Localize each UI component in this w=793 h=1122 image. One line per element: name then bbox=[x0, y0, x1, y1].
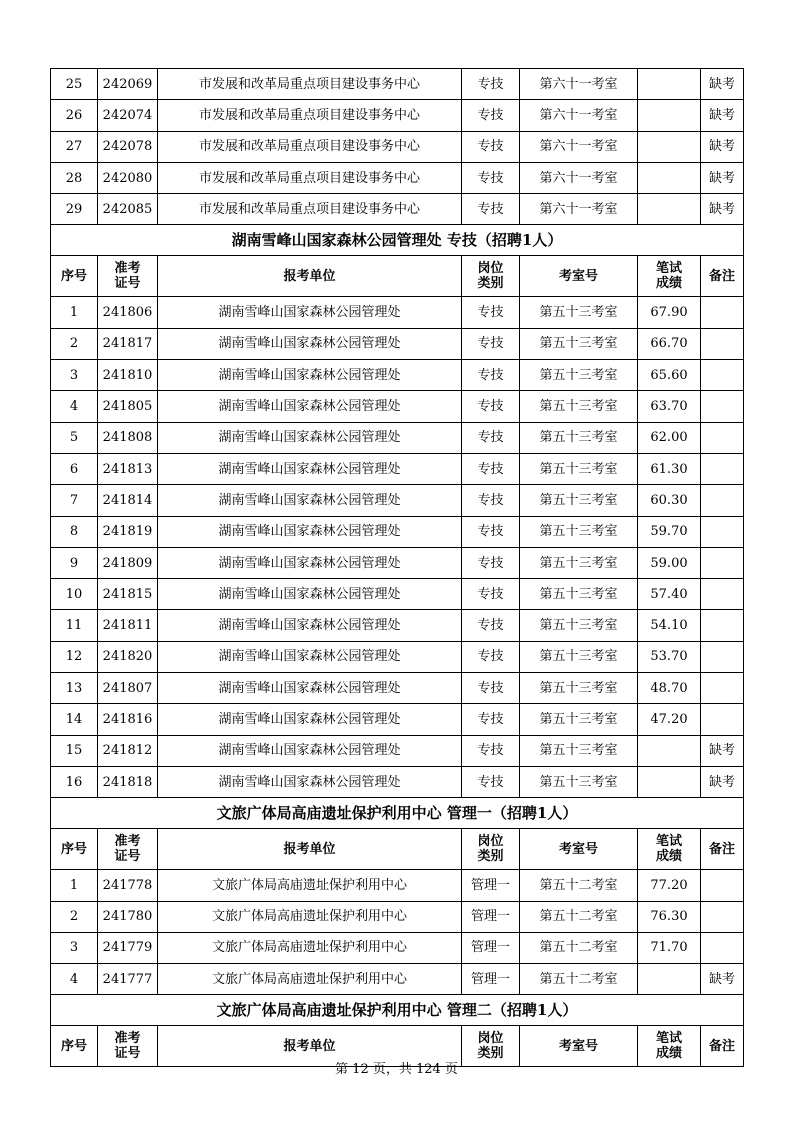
header-ticket: 准考 证号 bbox=[98, 256, 158, 297]
table-row bbox=[51, 100, 744, 131]
cell-score bbox=[638, 735, 701, 766]
table-row bbox=[51, 453, 744, 484]
cell-no: 16 bbox=[51, 766, 98, 797]
cell-no: 12 bbox=[51, 641, 98, 672]
cell-note: 缺考 bbox=[701, 766, 744, 797]
cell-score bbox=[638, 964, 701, 995]
cell-score: 77.20 bbox=[638, 870, 701, 901]
cell-ticket: 241808 bbox=[98, 422, 158, 453]
cell-post: 管理一 bbox=[462, 901, 520, 932]
cell-note bbox=[701, 673, 744, 704]
cell-ticket: 241812 bbox=[98, 735, 158, 766]
table-row bbox=[51, 579, 744, 610]
cell-post: 专技 bbox=[462, 704, 520, 735]
cell-post: 专技 bbox=[462, 328, 520, 359]
cell-room: 第六十一考室 bbox=[520, 194, 638, 225]
cell-score: 67.90 bbox=[638, 297, 701, 328]
cell-note bbox=[701, 422, 744, 453]
cell-room: 第五十三考室 bbox=[520, 516, 638, 547]
header-score: 笔试 成绩 bbox=[638, 829, 701, 870]
cell-score: 76.30 bbox=[638, 901, 701, 932]
cell-note bbox=[701, 297, 744, 328]
cell-post: 专技 bbox=[462, 131, 520, 162]
cell-ticket: 241816 bbox=[98, 704, 158, 735]
cell-score: 71.70 bbox=[638, 932, 701, 963]
cell-post: 专技 bbox=[462, 673, 520, 704]
cell-room: 第五十二考室 bbox=[520, 932, 638, 963]
cell-ticket: 241779 bbox=[98, 932, 158, 963]
cell-no: 7 bbox=[51, 485, 98, 516]
cell-ticket: 241818 bbox=[98, 766, 158, 797]
cell-post: 专技 bbox=[462, 547, 520, 578]
cell-ticket: 242078 bbox=[98, 131, 158, 162]
cell-note: 缺考 bbox=[701, 100, 744, 131]
cell-no: 11 bbox=[51, 610, 98, 641]
cell-score: 62.00 bbox=[638, 422, 701, 453]
cell-ticket: 242074 bbox=[98, 100, 158, 131]
cell-score: 54.10 bbox=[638, 610, 701, 641]
cell-score: 66.70 bbox=[638, 328, 701, 359]
cell-unit: 湖南雪峰山国家森林公园管理处 bbox=[158, 328, 462, 359]
cell-unit: 湖南雪峰山国家森林公园管理处 bbox=[158, 360, 462, 391]
cell-room: 第五十三考室 bbox=[520, 485, 638, 516]
header-room: 考室号 bbox=[520, 1026, 638, 1067]
header-room: 考室号 bbox=[520, 256, 638, 297]
header-note: 备注 bbox=[701, 1026, 744, 1067]
cell-score bbox=[638, 194, 701, 225]
cell-unit: 湖南雪峰山国家森林公园管理处 bbox=[158, 297, 462, 328]
table-row bbox=[51, 673, 744, 704]
cell-post: 专技 bbox=[462, 485, 520, 516]
cell-post: 专技 bbox=[462, 391, 520, 422]
cell-ticket: 242069 bbox=[98, 69, 158, 100]
header-score: 笔试 成绩 bbox=[638, 256, 701, 297]
page-footer: 第 12 页，共 124 页 bbox=[335, 1062, 458, 1077]
table-row bbox=[51, 641, 744, 672]
cell-room: 第六十一考室 bbox=[520, 69, 638, 100]
cell-no: 3 bbox=[51, 360, 98, 391]
table-row bbox=[51, 516, 744, 547]
cell-note: 缺考 bbox=[701, 194, 744, 225]
cell-score bbox=[638, 766, 701, 797]
cell-ticket: 241809 bbox=[98, 547, 158, 578]
cell-no: 4 bbox=[51, 391, 98, 422]
cell-room: 第五十三考室 bbox=[520, 673, 638, 704]
cell-note: 缺考 bbox=[701, 964, 744, 995]
table-row bbox=[51, 735, 744, 766]
cell-post: 专技 bbox=[462, 453, 520, 484]
cell-unit: 湖南雪峰山国家森林公园管理处 bbox=[158, 735, 462, 766]
cell-unit: 市发展和改革局重点项目建设事务中心 bbox=[158, 69, 462, 100]
cell-note bbox=[701, 610, 744, 641]
cell-ticket: 242085 bbox=[98, 194, 158, 225]
table-row bbox=[51, 391, 744, 422]
cell-no: 1 bbox=[51, 870, 98, 901]
cell-note bbox=[701, 932, 744, 963]
table-row bbox=[51, 870, 744, 901]
header-post: 岗位 类别 bbox=[462, 1026, 520, 1067]
cell-unit: 文旅广体局高庙遗址保护利用中心 bbox=[158, 932, 462, 963]
section-title: 文旅广体局高庙遗址保护利用中心 管理二（招聘1人） bbox=[51, 995, 744, 1026]
cell-room: 第五十二考室 bbox=[520, 870, 638, 901]
cell-ticket: 241810 bbox=[98, 360, 158, 391]
cell-room: 第五十三考室 bbox=[520, 610, 638, 641]
cell-note bbox=[701, 641, 744, 672]
cell-score: 48.70 bbox=[638, 673, 701, 704]
cell-room: 第六十一考室 bbox=[520, 162, 638, 193]
cell-no: 3 bbox=[51, 932, 98, 963]
cell-post: 专技 bbox=[462, 735, 520, 766]
cell-ticket: 241807 bbox=[98, 673, 158, 704]
table-row bbox=[51, 162, 744, 193]
cell-unit: 湖南雪峰山国家森林公园管理处 bbox=[158, 453, 462, 484]
cell-room: 第五十三考室 bbox=[520, 641, 638, 672]
cell-room: 第五十三考室 bbox=[520, 579, 638, 610]
cell-score bbox=[638, 162, 701, 193]
cell-room: 第六十一考室 bbox=[520, 100, 638, 131]
cell-unit: 湖南雪峰山国家森林公园管理处 bbox=[158, 547, 462, 578]
cell-note bbox=[701, 485, 744, 516]
cell-unit: 湖南雪峰山国家森林公园管理处 bbox=[158, 673, 462, 704]
cell-post: 专技 bbox=[462, 162, 520, 193]
cell-unit: 湖南雪峰山国家森林公园管理处 bbox=[158, 610, 462, 641]
cell-score bbox=[638, 69, 701, 100]
cell-score: 59.70 bbox=[638, 516, 701, 547]
cell-no: 25 bbox=[51, 69, 98, 100]
cell-ticket: 241778 bbox=[98, 870, 158, 901]
cell-note bbox=[701, 579, 744, 610]
header-score: 笔试 成绩 bbox=[638, 1026, 701, 1067]
cell-room: 第五十三考室 bbox=[520, 453, 638, 484]
cell-no: 13 bbox=[51, 673, 98, 704]
table-row bbox=[51, 297, 744, 328]
cell-post: 管理一 bbox=[462, 932, 520, 963]
section-title: 湖南雪峰山国家森林公园管理处 专技（招聘1人） bbox=[51, 225, 744, 256]
cell-unit: 湖南雪峰山国家森林公园管理处 bbox=[158, 516, 462, 547]
cell-score bbox=[638, 100, 701, 131]
header-no: 序号 bbox=[51, 829, 98, 870]
cell-post: 专技 bbox=[462, 766, 520, 797]
cell-note bbox=[701, 391, 744, 422]
cell-no: 27 bbox=[51, 131, 98, 162]
cell-note: 缺考 bbox=[701, 735, 744, 766]
cell-ticket: 241814 bbox=[98, 485, 158, 516]
cell-ticket: 241815 bbox=[98, 579, 158, 610]
cell-room: 第五十三考室 bbox=[520, 328, 638, 359]
table-row bbox=[51, 901, 744, 932]
cell-post: 专技 bbox=[462, 422, 520, 453]
cell-no: 6 bbox=[51, 453, 98, 484]
cell-room: 第五十三考室 bbox=[520, 391, 638, 422]
header-row bbox=[51, 829, 744, 870]
cell-ticket: 241780 bbox=[98, 901, 158, 932]
cell-no: 9 bbox=[51, 547, 98, 578]
cell-no: 29 bbox=[51, 194, 98, 225]
cell-room: 第六十一考室 bbox=[520, 131, 638, 162]
cell-unit: 湖南雪峰山国家森林公园管理处 bbox=[158, 391, 462, 422]
header-post: 岗位 类别 bbox=[462, 256, 520, 297]
cell-ticket: 241820 bbox=[98, 641, 158, 672]
cell-room: 第五十二考室 bbox=[520, 901, 638, 932]
cell-ticket: 241813 bbox=[98, 453, 158, 484]
cell-post: 管理一 bbox=[462, 964, 520, 995]
table-row bbox=[51, 69, 744, 100]
cell-unit: 市发展和改革局重点项目建设事务中心 bbox=[158, 131, 462, 162]
header-ticket: 准考 证号 bbox=[98, 829, 158, 870]
cell-note bbox=[701, 547, 744, 578]
table-row bbox=[51, 485, 744, 516]
cell-room: 第五十三考室 bbox=[520, 547, 638, 578]
header-unit: 报考单位 bbox=[158, 829, 462, 870]
cell-ticket: 241811 bbox=[98, 610, 158, 641]
cell-ticket: 241805 bbox=[98, 391, 158, 422]
cell-score: 63.70 bbox=[638, 391, 701, 422]
cell-post: 专技 bbox=[462, 610, 520, 641]
cell-note: 缺考 bbox=[701, 131, 744, 162]
cell-unit: 文旅广体局高庙遗址保护利用中心 bbox=[158, 901, 462, 932]
table-row bbox=[51, 194, 744, 225]
cell-post: 专技 bbox=[462, 516, 520, 547]
cell-score: 61.30 bbox=[638, 453, 701, 484]
cell-unit: 文旅广体局高庙遗址保护利用中心 bbox=[158, 870, 462, 901]
section-title-row bbox=[51, 798, 744, 829]
cell-post: 专技 bbox=[462, 194, 520, 225]
cell-room: 第五十三考室 bbox=[520, 735, 638, 766]
table-row bbox=[51, 610, 744, 641]
cell-note: 缺考 bbox=[701, 69, 744, 100]
section-title-row bbox=[51, 995, 744, 1026]
header-note: 备注 bbox=[701, 829, 744, 870]
header-no: 序号 bbox=[51, 256, 98, 297]
header-no: 序号 bbox=[51, 1026, 98, 1067]
cell-score bbox=[638, 131, 701, 162]
cell-ticket: 241806 bbox=[98, 297, 158, 328]
cell-unit: 湖南雪峰山国家森林公园管理处 bbox=[158, 422, 462, 453]
cell-note bbox=[701, 453, 744, 484]
cell-unit: 湖南雪峰山国家森林公园管理处 bbox=[158, 704, 462, 735]
header-ticket: 准考 证号 bbox=[98, 1026, 158, 1067]
cell-unit: 文旅广体局高庙遗址保护利用中心 bbox=[158, 964, 462, 995]
cell-room: 第五十三考室 bbox=[520, 704, 638, 735]
cell-unit: 湖南雪峰山国家森林公园管理处 bbox=[158, 641, 462, 672]
header-row bbox=[51, 256, 744, 297]
cell-post: 专技 bbox=[462, 360, 520, 391]
section-title: 文旅广体局高庙遗址保护利用中心 管理一（招聘1人） bbox=[51, 798, 744, 829]
cell-unit: 湖南雪峰山国家森林公园管理处 bbox=[158, 766, 462, 797]
table-row bbox=[51, 360, 744, 391]
table-row bbox=[51, 328, 744, 359]
cell-score: 59.00 bbox=[638, 547, 701, 578]
cell-room: 第五十三考室 bbox=[520, 297, 638, 328]
cell-post: 专技 bbox=[462, 297, 520, 328]
cell-no: 5 bbox=[51, 422, 98, 453]
score-table bbox=[50, 68, 744, 1067]
table-row bbox=[51, 964, 744, 995]
cell-no: 28 bbox=[51, 162, 98, 193]
header-post: 岗位 类别 bbox=[462, 829, 520, 870]
header-room: 考室号 bbox=[520, 829, 638, 870]
cell-note: 缺考 bbox=[701, 162, 744, 193]
cell-room: 第五十二考室 bbox=[520, 964, 638, 995]
cell-room: 第五十三考室 bbox=[520, 422, 638, 453]
cell-score: 65.60 bbox=[638, 360, 701, 391]
cell-post: 专技 bbox=[462, 69, 520, 100]
cell-unit: 市发展和改革局重点项目建设事务中心 bbox=[158, 100, 462, 131]
cell-post: 管理一 bbox=[462, 870, 520, 901]
cell-no: 2 bbox=[51, 901, 98, 932]
cell-note bbox=[701, 704, 744, 735]
table-row bbox=[51, 932, 744, 963]
cell-no: 15 bbox=[51, 735, 98, 766]
cell-score: 57.40 bbox=[638, 579, 701, 610]
cell-no: 14 bbox=[51, 704, 98, 735]
cell-ticket: 241817 bbox=[98, 328, 158, 359]
table-row bbox=[51, 766, 744, 797]
cell-note bbox=[701, 516, 744, 547]
cell-no: 2 bbox=[51, 328, 98, 359]
cell-ticket: 242080 bbox=[98, 162, 158, 193]
cell-note bbox=[701, 360, 744, 391]
header-unit: 报考单位 bbox=[158, 1026, 462, 1067]
cell-no: 10 bbox=[51, 579, 98, 610]
table-row bbox=[51, 131, 744, 162]
cell-score: 53.70 bbox=[638, 641, 701, 672]
cell-note bbox=[701, 901, 744, 932]
cell-unit: 市发展和改革局重点项目建设事务中心 bbox=[158, 162, 462, 193]
cell-ticket: 241777 bbox=[98, 964, 158, 995]
cell-no: 4 bbox=[51, 964, 98, 995]
cell-post: 专技 bbox=[462, 641, 520, 672]
table-row bbox=[51, 422, 744, 453]
cell-post: 专技 bbox=[462, 579, 520, 610]
cell-ticket: 241819 bbox=[98, 516, 158, 547]
cell-score: 47.20 bbox=[638, 704, 701, 735]
table-row bbox=[51, 704, 744, 735]
cell-room: 第五十三考室 bbox=[520, 766, 638, 797]
cell-note bbox=[701, 328, 744, 359]
cell-no: 26 bbox=[51, 100, 98, 131]
cell-post: 专技 bbox=[462, 100, 520, 131]
cell-unit: 湖南雪峰山国家森林公园管理处 bbox=[158, 485, 462, 516]
cell-unit: 市发展和改革局重点项目建设事务中心 bbox=[158, 194, 462, 225]
section-title-row bbox=[51, 225, 744, 256]
header-unit: 报考单位 bbox=[158, 256, 462, 297]
cell-no: 8 bbox=[51, 516, 98, 547]
cell-score: 60.30 bbox=[638, 485, 701, 516]
cell-unit: 湖南雪峰山国家森林公园管理处 bbox=[158, 579, 462, 610]
header-note: 备注 bbox=[701, 256, 744, 297]
cell-no: 1 bbox=[51, 297, 98, 328]
table-row bbox=[51, 547, 744, 578]
cell-room: 第五十三考室 bbox=[520, 360, 638, 391]
cell-note bbox=[701, 870, 744, 901]
